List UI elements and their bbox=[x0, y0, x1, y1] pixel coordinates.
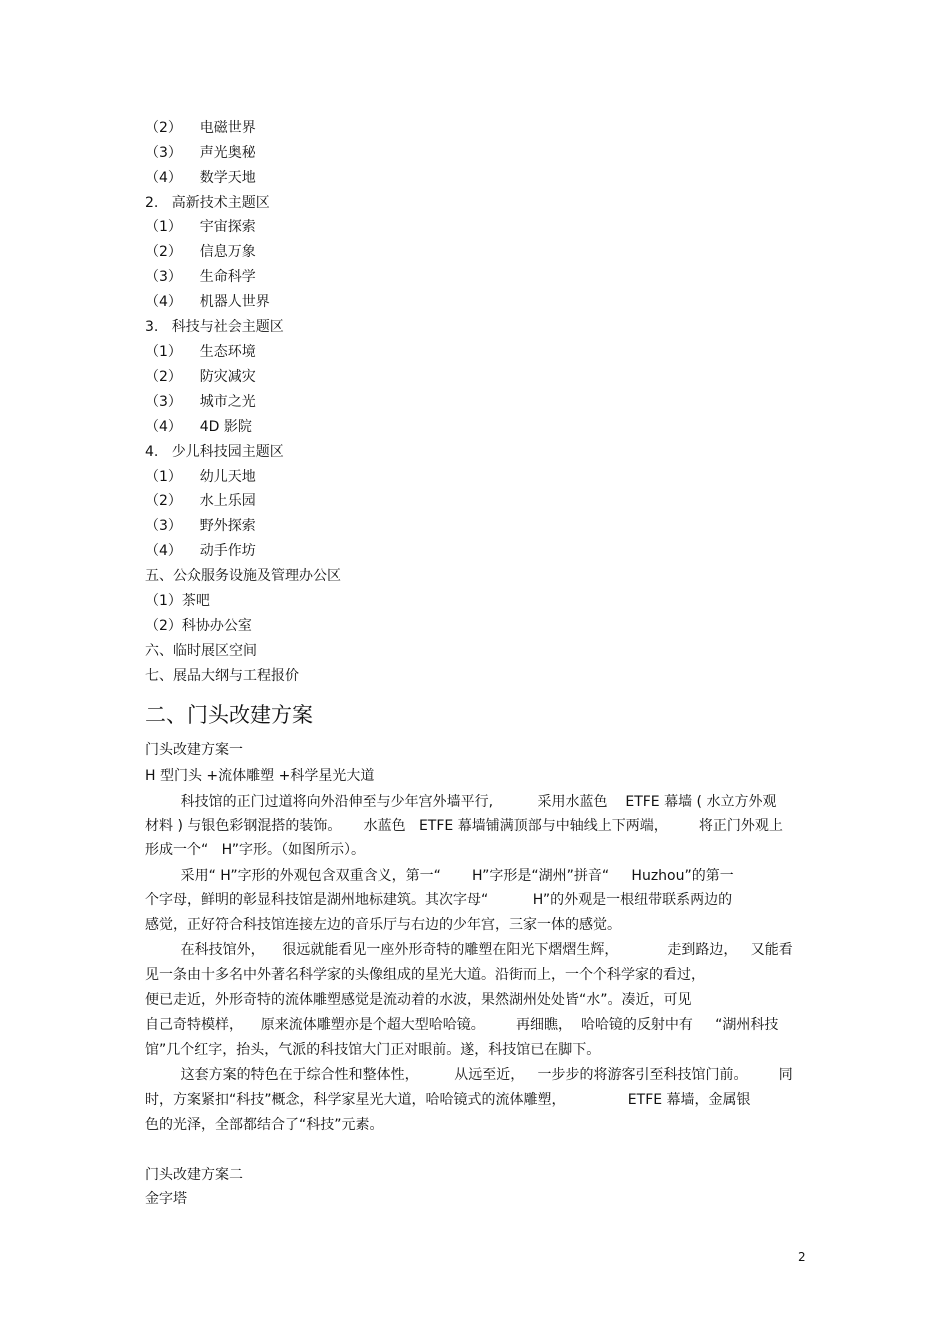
page-number: 2 bbox=[798, 1250, 806, 1264]
plan1-title: 门头改建方案一 bbox=[145, 742, 243, 758]
plan1-paragraph-line: 感觉，正好符合科技馆连接左边的音乐厅与右边的少年宫，三家一体的感觉。 bbox=[145, 917, 621, 933]
plan1-paragraph-line: 采用“ H”字形的外观包含双重含义，第一“ H”字形是“湖州”拼音“ Huzhou”的第一 bbox=[145, 868, 734, 884]
plan1-paragraph-line: 在科技馆外， 很远就能看见一座外形奇特的雕塑在阳光下熠熠生辉， 走到路边， 又能看 bbox=[145, 942, 793, 958]
plan1-paragraph-line: 科技馆的正门过道将向外沿伸至与少年宫外墙平行, 采用水蓝色 ETFE 幕墙 ( 水立方外观 bbox=[145, 794, 777, 810]
outline-heading: 六、临时展区空间 bbox=[145, 643, 257, 659]
plan2-title: 门头改建方案二 bbox=[145, 1167, 243, 1183]
plan1-paragraph-line: 色的光泽，全部都结合了“科技”元素。 bbox=[145, 1117, 384, 1133]
outline-item: （1） 生态环境 bbox=[145, 344, 256, 360]
outline-item: （4） 机器人世界 bbox=[145, 294, 270, 310]
outline-heading: 2. 高新技术主题区 bbox=[145, 195, 270, 211]
outline-item: （2） 信息万象 bbox=[145, 244, 256, 260]
outline-item: （1） 宇宙探索 bbox=[145, 219, 256, 235]
outline-item: （3） 生命科学 bbox=[145, 269, 256, 285]
plan1-paragraph-line: 时，方案紧扣“科技”概念，科学家星光大道，哈哈镜式的流体雕塑， ETFE 幕墙，金属银 bbox=[145, 1092, 751, 1108]
outline-heading: 七、展品大纲与工程报价 bbox=[145, 668, 299, 684]
plan1-paragraph-line: 这套方案的特色在于综合性和整体性， 从远至近， 一步步的将游客引至科技馆门前。 同 bbox=[145, 1067, 793, 1083]
outline-item: （1）茶吧 bbox=[145, 593, 210, 609]
outline-item: （3） 声光奥秘 bbox=[145, 145, 256, 161]
outline-item: （2） 电磁世界 bbox=[145, 120, 256, 136]
plan1-paragraph-line: 馆”几个红字，抬头，气派的科技馆大门正对眼前。遂，科技馆已在脚下。 bbox=[145, 1042, 601, 1058]
outline-item: （3） 城市之光 bbox=[145, 394, 256, 410]
outline-item: （2）科协办公室 bbox=[145, 618, 252, 634]
plan1-paragraph-line: 形成一个“ H”字形。（如图所示）。 bbox=[145, 842, 365, 858]
outline-item: （4） 数学天地 bbox=[145, 170, 256, 186]
plan1-paragraph-line: 材料 ) 与银色彩钢混搭的装饰。 水蓝色 ETFE 幕墙铺满顶部与中轴线上下两端， 将正门外观上 bbox=[145, 818, 783, 834]
outline-item: （2） 防灾减灾 bbox=[145, 369, 256, 385]
plan1-paragraph-line: 便已走近，外形奇特的流体雕塑感觉是流动着的水波，果然湖州处处皆“水”。凑近，可见 bbox=[145, 992, 692, 1008]
outline-item: （4） 动手作坊 bbox=[145, 543, 256, 559]
section-heading: 二、门头改建方案 bbox=[145, 703, 313, 727]
outline-item: （4） 4D 影院 bbox=[145, 419, 252, 435]
outline-heading: 3. 科技与社会主题区 bbox=[145, 319, 284, 335]
outline-heading: 4. 少儿科技园主题区 bbox=[145, 444, 284, 460]
plan1-subtitle: H 型门头 +流体雕塑 +科学星光大道 bbox=[145, 768, 375, 784]
outline-heading: 五、公众服务设施及管理办公区 bbox=[145, 568, 341, 584]
outline-item: （1） 幼儿天地 bbox=[145, 469, 256, 485]
outline-item: （3） 野外探索 bbox=[145, 518, 256, 534]
plan1-paragraph-line: 个字母，鲜明的彰显科技馆是湖州地标建筑。其次字母“ H”的外观是一根纽带联系两边的 bbox=[145, 892, 733, 908]
plan1-paragraph-line: 见一条由十多名中外著名科学家的头像组成的星光大道。沿街而上，一个个科学家的看过， bbox=[145, 967, 705, 983]
plan2-subtitle: 金字塔 bbox=[145, 1191, 187, 1207]
outline-item: （2） 水上乐园 bbox=[145, 493, 256, 509]
plan1-paragraph-line: 自己奇特模样， 原来流体雕塑亦是个超大型哈哈镜。 再细瞧， 哈哈镜的反射中有 “湖州科技 bbox=[145, 1017, 779, 1033]
